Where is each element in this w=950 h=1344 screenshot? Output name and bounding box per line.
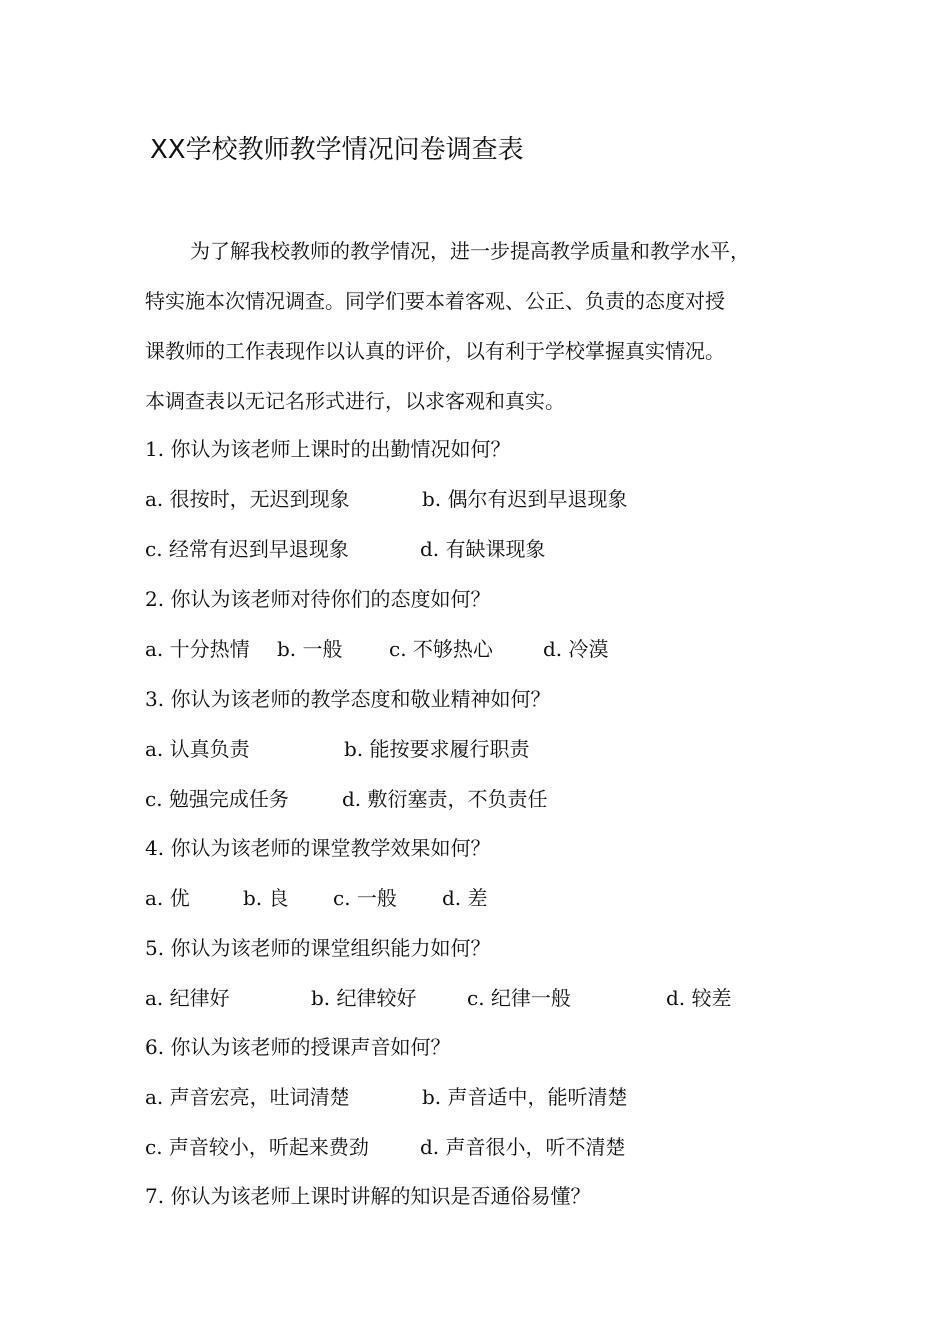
intro-line-4: 本调查表以无记名形式进行，以求客观和真实。 bbox=[145, 389, 565, 413]
question-4: 4. 你认为该老师的课堂教学效果如何？ bbox=[145, 836, 491, 860]
question-6: 6. 你认为该老师的授课声音如何？ bbox=[145, 1035, 451, 1059]
question-4-option-a: a. 优 bbox=[145, 886, 190, 910]
question-1-option-d: d. 有缺课现象 bbox=[420, 537, 546, 561]
intro-line-2: 特实施本次情况调查。同学们要本着客观、公正、负责的态度对授 bbox=[145, 289, 725, 313]
question-3-option-b: b. 能按要求履行职责 bbox=[344, 737, 530, 761]
question-3-option-c: c. 勉强完成任务 bbox=[145, 787, 289, 811]
question-5-option-d: d. 较差 bbox=[666, 986, 732, 1010]
question-6-option-b: b. 声音适中，能听清楚 bbox=[422, 1085, 628, 1109]
question-5-option-a: a. 纪律好 bbox=[145, 986, 230, 1010]
question-1-option-b: b. 偶尔有迟到早退现象 bbox=[422, 487, 628, 511]
question-6-option-c: c. 声音较小，听起来费劲 bbox=[145, 1135, 369, 1159]
question-4-option-d: d. 差 bbox=[442, 886, 488, 910]
question-6-option-a: a. 声音宏亮，吐词清楚 bbox=[145, 1085, 350, 1109]
question-5-option-b: b. 纪律较好 bbox=[311, 986, 417, 1010]
intro-line-3: 课教师的工作表现作以认真的评价，以有利于学校掌握真实情况。 bbox=[145, 339, 725, 363]
question-6-option-d: d. 声音很小，听不清楚 bbox=[420, 1135, 626, 1159]
question-1: 1. 你认为该老师上课时的出勤情况如何？ bbox=[145, 437, 511, 461]
question-2-option-d: d. 冷漠 bbox=[543, 637, 609, 661]
question-5-option-c: c. 纪律一般 bbox=[467, 986, 571, 1010]
question-3: 3. 你认为该老师的教学态度和敬业精神如何？ bbox=[145, 687, 551, 711]
question-7: 7. 你认为该老师上课时讲解的知识是否通俗易懂？ bbox=[145, 1184, 591, 1208]
question-2-option-c: c. 不够热心 bbox=[389, 637, 493, 661]
question-2-option-b: b. 一般 bbox=[277, 637, 343, 661]
question-2-option-a: a. 十分热情 bbox=[145, 637, 250, 661]
intro-line-1: 为了解我校教师的教学情况，进一步提高教学质量和教学水平， bbox=[190, 239, 750, 263]
question-1-option-c: c. 经常有迟到早退现象 bbox=[145, 537, 349, 561]
question-3-option-d: d. 敷衍塞责，不负责任 bbox=[342, 787, 548, 811]
question-2: 2. 你认为该老师对待你们的态度如何？ bbox=[145, 587, 491, 611]
question-3-option-a: a. 认真负责 bbox=[145, 737, 250, 761]
question-4-option-b: b. 良 bbox=[243, 886, 289, 910]
question-4-option-c: c. 一般 bbox=[333, 886, 397, 910]
question-5: 5. 你认为该老师的课堂组织能力如何？ bbox=[145, 936, 491, 960]
document-title: XX学校教师教学情况问卷调查表 bbox=[150, 135, 524, 165]
question-1-option-a: a. 很按时，无迟到现象 bbox=[145, 487, 350, 511]
